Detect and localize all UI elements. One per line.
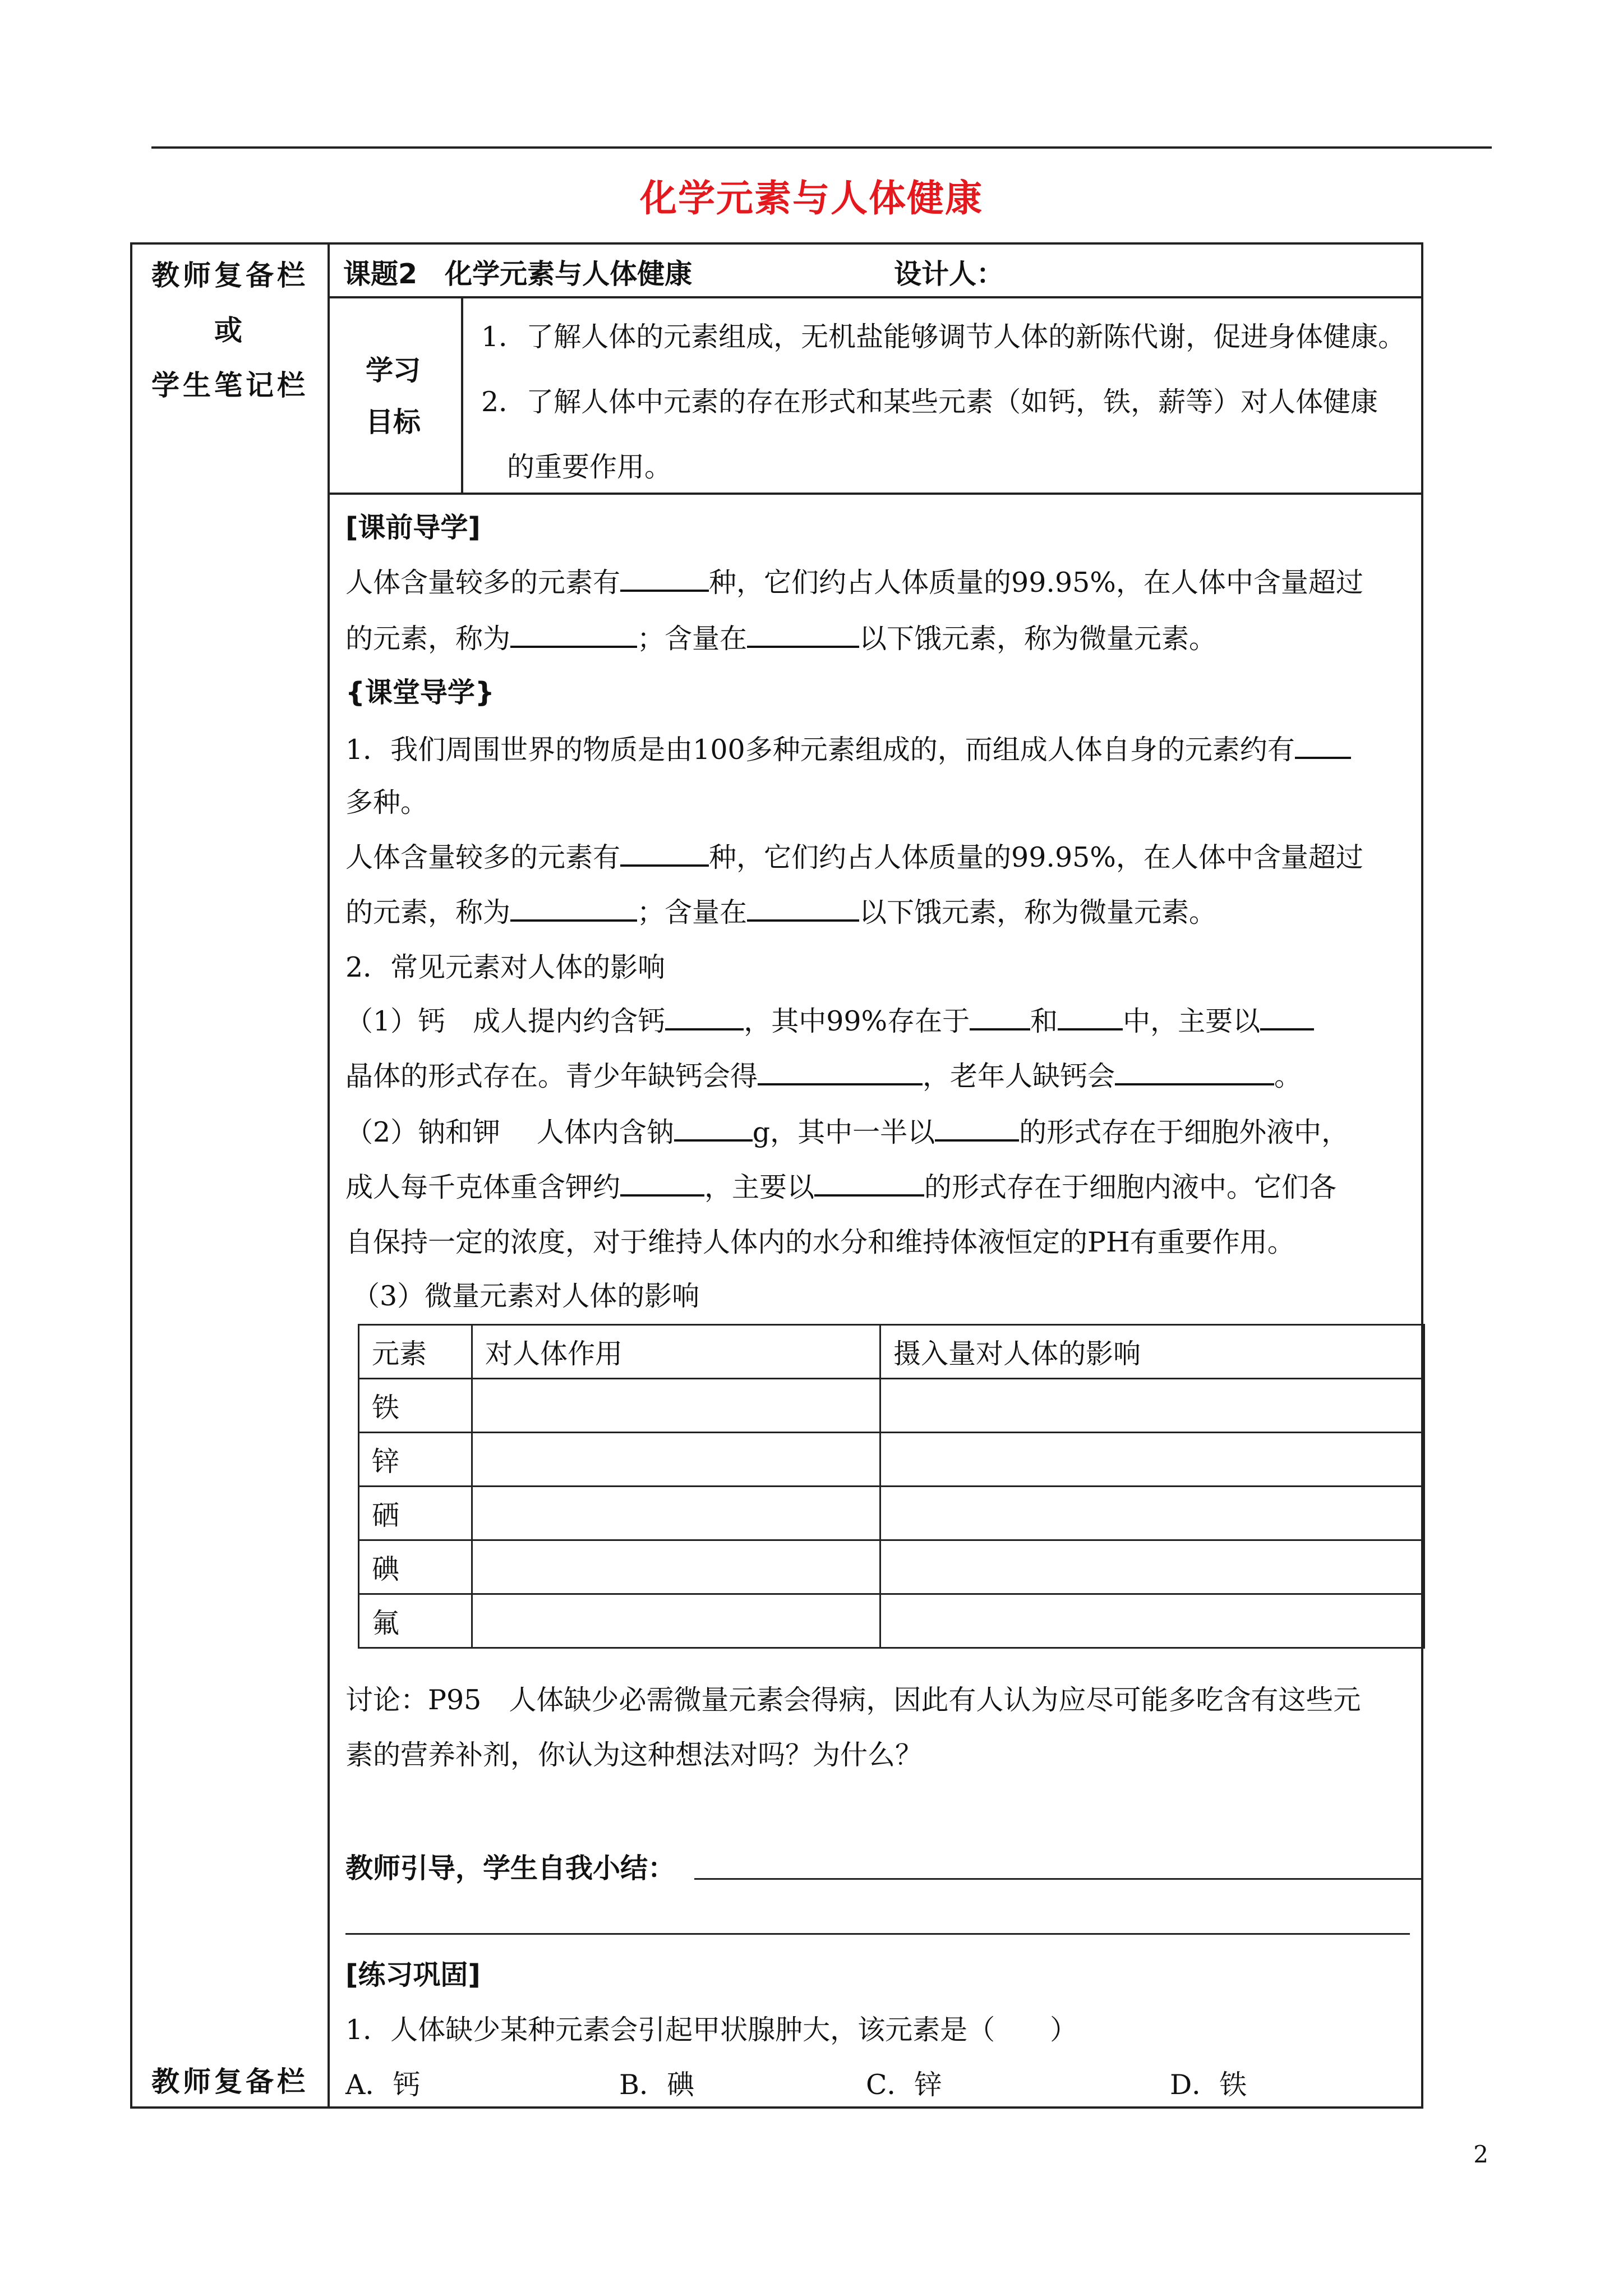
trace-element-table [358,1324,1425,1649]
table-row [359,1433,1424,1487]
sodium-line-1: （2）钠和钾 人体内含钠 g，其中一半以 的形式存在于细胞外液中， [345,1116,1349,1148]
discussion-line-1: 讨论：P95 人体缺少必需微量元素会得病，因此有人认为应尽可能多吃含有这些元 [345,1684,1361,1716]
answer-blank[interactable] [665,1006,744,1030]
pre-class-line-2: 的元素，称为 ；含量在 以下饿元素，称为微量元素。 [345,623,1217,655]
in-class-line-1: 人体含量较多的元素有 种，它们约占人体质量的99.95%，在人体中含量超过 [345,841,1363,873]
summary-blank[interactable] [345,1933,1410,1935]
option-d[interactable]: D．铁 [1170,2069,1247,2101]
question-2: 2．常见元素对人体的影响 [345,951,666,983]
answer-blank[interactable] [620,1172,704,1197]
practice-question-1: 1．人体缺少某种元素会引起甲状腺肿大，该元素是（ ） [345,2014,1078,2046]
answer-blank[interactable] [1058,1006,1123,1030]
discussion-line-2: 素的营养补剂，你认为这种想法对吗？为什么？ [345,1739,923,1771]
designer-label: 设计人： [894,258,1004,290]
sidebar-label-3: 学生笔记栏 [151,369,308,402]
effect-cell[interactable] [472,1594,880,1648]
topic-title: 课题2 化学元素与人体健康 [343,258,693,290]
header-row-rule [328,296,1423,298]
objective-1: 1．了解人体的元素组成，无机盐能够调节人体的新陈代谢，促进身体健康。 [481,321,1406,353]
summary-blank[interactable] [694,1878,1423,1880]
page-number: 2 [1473,2141,1488,2168]
table-row [359,1594,1424,1648]
practice-heading: [练习巩固] [345,1959,481,1991]
table-header-cell: 元素 [359,1325,472,1379]
answer-blank[interactable] [1260,1006,1314,1030]
answer-blank[interactable] [510,623,637,648]
element-cell: 碘 [359,1540,472,1594]
effect-cell[interactable] [472,1487,880,1540]
answer-blank[interactable] [620,567,709,592]
table-row [359,1379,1424,1433]
option-a[interactable]: A．钙 [345,2069,421,2101]
objectives-divider [461,296,463,494]
intake-cell[interactable] [880,1594,1424,1648]
table-header-row [359,1325,1424,1379]
sidebar-label-bottom: 教师复备栏 [151,2065,308,2098]
answer-blank[interactable] [510,897,637,922]
option-c[interactable]: C．锌 [866,2069,942,2101]
table-row [359,1487,1424,1540]
answer-blank[interactable] [935,1117,1019,1142]
objective-2-cont: 的重要作用。 [507,451,672,483]
element-cell: 铁 [359,1379,472,1433]
intake-cell[interactable] [880,1379,1424,1433]
element-cell: 硒 [359,1487,472,1540]
intake-cell[interactable] [880,1540,1424,1594]
table-row [359,1540,1424,1594]
sodium-line-3: 自保持一定的浓度，对于维持人体内的水分和维持体液恒定的PH有重要作用。 [345,1226,1295,1258]
objective-2: 2．了解人体中元素的存在形式和某些元素（如钙，铁，薪等）对人体健康 [481,386,1378,418]
calcium-line-1: （1）钙 成人提内约含钙 ，其中99%存在于 和 中，主要以 [345,1004,1314,1039]
answer-blank[interactable] [814,1172,924,1197]
page-title: 化学元素与人体健康 [640,177,983,220]
summary-label: 教师引导，学生自我小结： [345,1852,676,1884]
pre-class-line-1: 人体含量较多的元素有 种，它们约占人体质量的99.95%，在人体中含量超过 [345,567,1363,599]
answer-blank[interactable] [758,1061,923,1085]
objectives-row-rule [328,493,1423,495]
answer-blank[interactable] [970,1006,1030,1030]
objectives-label-1: 学习 [366,355,421,386]
sodium-line-2: 成人每千克体重含钾约 ，主要以 的形式存在于细胞内液中。它们各 [345,1171,1337,1203]
question-1: 1．我们周围世界的物质是由100多种元素组成的，而组成人体自身的元素约有 [345,733,1351,767]
table-header-cell: 对人体作用 [472,1325,880,1379]
answer-blank[interactable] [620,842,709,867]
effect-cell[interactable] [472,1379,880,1433]
element-cell: 氟 [359,1594,472,1648]
in-class-line-2: 的元素，称为 ；含量在 以下饿元素，称为微量元素。 [345,896,1217,928]
answer-blank[interactable] [1115,1061,1274,1085]
intake-cell[interactable] [880,1433,1424,1487]
answer-blank[interactable] [747,623,859,648]
question-1-cont: 多种。 [345,786,428,818]
answer-blank[interactable] [674,1117,753,1142]
sidebar-divider [328,242,330,2109]
sidebar-label-2: 或 [214,314,246,347]
header-rule [151,146,1492,149]
option-b[interactable]: B．碘 [619,2069,695,2101]
effect-cell[interactable] [472,1540,880,1594]
sidebar-label-1: 教师复备栏 [151,259,308,292]
calcium-line-2: 晶体的形式存在。青少年缺钙会得 ，老年人缺钙会 。 [345,1060,1302,1092]
answer-blank[interactable] [747,897,859,922]
element-cell: 锌 [359,1433,472,1487]
in-class-heading: {课堂导学} [345,677,495,708]
table-header-cell: 摄入量对人体的影响 [880,1325,1424,1379]
objectives-label-2: 目标 [366,406,421,438]
effect-cell[interactable] [472,1433,880,1487]
intake-cell[interactable] [880,1487,1424,1540]
answer-blank[interactable] [1295,734,1351,759]
question-3: （3）微量元素对人体的影响 [352,1280,700,1312]
pre-class-heading: [课前导学] [345,512,481,544]
